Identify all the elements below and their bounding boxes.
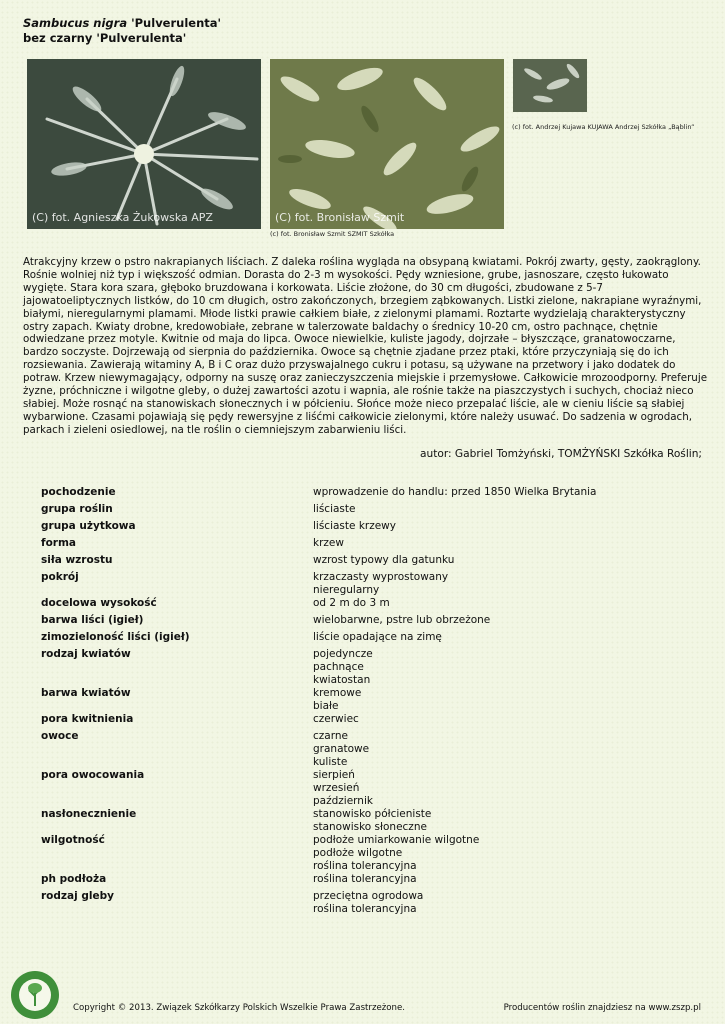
property-row — [41, 614, 661, 631]
property-value-line: czerwiec — [313, 713, 359, 725]
plant-photo-2[interactable] — [270, 59, 504, 229]
property-value-line: liściaste krzewy — [313, 520, 396, 532]
property-key: docelowa wysokość — [41, 597, 157, 609]
property-value-line: wielobarwne, pstre lub obrzeżone — [313, 614, 491, 626]
property-value — [313, 554, 661, 571]
property-row — [41, 890, 661, 916]
property-value-line: pojedyncze — [313, 648, 373, 660]
property-value-line: liście opadające na zimę — [313, 631, 442, 643]
photo-3-caption: (c) fot. Andrzej Kujawa KUJAWA Andrzej Szkółka „Bąblin” — [512, 123, 695, 131]
latin-name-line — [23, 16, 221, 31]
property-value-line: liściaste — [313, 503, 356, 515]
property-value — [313, 687, 661, 713]
properties-table — [41, 486, 661, 916]
property-value — [313, 730, 661, 769]
footer-producers-link[interactable]: Producentów roślin znajdziesz na www.zszp.pl — [503, 1003, 701, 1013]
property-key: pora kwitnienia — [41, 713, 134, 725]
property-row — [41, 537, 661, 554]
polish-name: bez czarny 'Pulverulenta' — [23, 31, 187, 45]
property-value — [313, 890, 661, 916]
property-row — [41, 503, 661, 520]
property-key: siła wzrostu — [41, 554, 113, 566]
property-value — [313, 486, 661, 503]
property-value — [313, 631, 661, 648]
property-value — [313, 873, 661, 890]
property-value-line: nieregularny — [313, 584, 380, 596]
property-value-line: roślina tolerancyjna — [313, 903, 417, 915]
property-key: grupa użytkowa — [41, 520, 136, 532]
photo-2-image — [270, 59, 504, 229]
photo-1-watermark: (C) fot. Agnieszka Żukowska APZ — [32, 211, 213, 224]
property-row — [41, 486, 661, 503]
property-key: rodzaj gleby — [41, 890, 114, 902]
property-key: grupa roślin — [41, 503, 113, 515]
property-value — [313, 597, 661, 614]
property-key: forma — [41, 537, 76, 549]
property-key: nasłonecznienie — [41, 808, 137, 820]
plant-photo-3[interactable] — [513, 59, 587, 112]
property-value-line: roślina tolerancyjna — [313, 860, 417, 872]
property-value — [313, 520, 661, 537]
property-value-line: przeciętna ogrodowa — [313, 890, 424, 902]
property-value-line: stanowisko półcieniste — [313, 808, 432, 820]
photo-3-image — [513, 59, 587, 112]
property-row — [41, 834, 661, 873]
property-value — [313, 713, 661, 730]
property-value-line: pachnące — [313, 661, 364, 673]
property-row — [41, 873, 661, 890]
property-row — [41, 713, 661, 730]
property-value-line: wzrost typowy dla gatunku — [313, 554, 455, 566]
footer-copyright: Copyright © 2013. Związek Szkółkarzy Polskich Wszelkie Prawa Zastrzeżone. — [73, 1003, 405, 1013]
property-value — [313, 808, 661, 834]
property-row — [41, 808, 661, 834]
property-value-line: kuliste — [313, 756, 348, 768]
property-value-line: granatowe — [313, 743, 370, 755]
property-row — [41, 631, 661, 648]
footer — [0, 993, 725, 1024]
property-value — [313, 503, 661, 520]
property-value-line: wprowadzenie do handlu: przed 1850 Wielka Brytania — [313, 486, 597, 498]
property-row — [41, 769, 661, 808]
property-key: barwa liści (igieł) — [41, 614, 144, 626]
property-value-line: kwiatostan — [313, 674, 371, 686]
plant-title — [23, 16, 221, 46]
photo-2-caption: (c) fot. Bronisław Szmit SZMIT Szkółka — [270, 230, 395, 238]
property-key: zimozieloność liści (igieł) — [41, 631, 190, 643]
photo-2-watermark: (C) fot. Bronisław Szmit — [275, 211, 405, 224]
property-row — [41, 687, 661, 713]
plant-photo-1[interactable] — [27, 59, 261, 229]
property-value-line: roślina tolerancyjna — [313, 873, 417, 885]
property-value-line: stanowisko słoneczne — [313, 821, 427, 833]
property-value-line: październik — [313, 795, 373, 807]
property-value-line: białe — [313, 700, 339, 712]
property-row — [41, 597, 661, 614]
property-row — [41, 730, 661, 769]
property-value — [313, 614, 661, 631]
property-key: pochodzenie — [41, 486, 116, 498]
cultivar-name: 'Pulverulenta' — [131, 16, 222, 30]
property-value-line: podłoże wilgotne — [313, 847, 403, 859]
property-value-line: krzaczasty wyprostowany — [313, 571, 449, 583]
latin-name: Sambucus nigra — [23, 16, 128, 30]
property-row — [41, 554, 661, 571]
property-value-line: krzew — [313, 537, 344, 549]
property-key: pora owocowania — [41, 769, 145, 781]
property-value — [313, 537, 661, 554]
property-key: owoce — [41, 730, 79, 742]
property-key: wilgotność — [41, 834, 105, 846]
property-row — [41, 648, 661, 687]
property-value-line: kremowe — [313, 687, 362, 699]
property-value-line: podłoże umiarkowanie wilgotne — [313, 834, 480, 846]
property-key: ph podłoża — [41, 873, 107, 885]
property-value — [313, 648, 661, 687]
property-row — [41, 520, 661, 537]
photo-1-image — [27, 59, 261, 229]
property-value — [313, 571, 661, 597]
property-value — [313, 769, 661, 808]
property-value-line: sierpień — [313, 769, 355, 781]
property-key: barwa kwiatów — [41, 687, 131, 699]
property-value-line: wrzesień — [313, 782, 360, 794]
property-row — [41, 571, 661, 597]
author: autor: Gabriel Tomżyński, TOMŻYŃSKI Szkółka Roślin; — [419, 448, 702, 460]
property-key: rodzaj kwiatów — [41, 648, 131, 660]
plant-description: Atrakcyjny krzew o pstro nakrapianych liściach. Z daleka roślina wygląda na obsypaną kwiatami. Pokrój zwarty, gęsty, zaokrąglony. Rośnie wolniej niż typ i większość odmian. Dorasta do 2-3 m wysokości. Pędy wzniesione, grube, jasnoszare, często łukowato wygięte. Stara kora szara, głęboko bruzdowana i korkowata. Liście złożone, do 30 cm długości, zbudowane z 5-7 jajowatoeliptycznych listków, do 10 cm długich, ostro zakończonych, brzegiem ząbkowanych. Listki zielone, nakrapiane wyraźnymi, białymi, nieregularnymi plamami. Młode listki prawie całkiem białe, z zielonymi plamami. Roztarte wydzielają charakterystyczny ostry zapach. Kwiaty drobne, kredowobiałe, zebrane w talerzowate baldachy o średnicy 10-20 cm, ostro pachnące, chętnie odwiedzane przez motyle. Kwitnie od maja do lipca. Owoce niewielkie, kuliste jagody, dojrzałe – błyszczące, granatowoczarne, bardzo soczyste. Dojrzewają od sierpnia do października. Owoce są chętnie zjadane przez ptaki, które przyczyniają się do ich rozsiewania. Zawierają witaminy A, B i C oraz dużo przyswajalnego cukru i potasu, są używane na przetwory i jako dodatek do potraw. Krzew niewymagający, odporny na suszę oraz zanieczyszczenia miejskie i przemysłowe. Całkowicie mrozoodporny. Preferuje żyzne, próchniczne i wilgotne gleby, o dużej zawartości azotu i wapnia, ale rośnie także na piaszczystych i suchych, chociaż nieco słabiej. Może rosnąć na stanowiskach słonecznych i w półcieniu. Słońce może nieco przepalać liście, ale w cieniu liście są słabiej wybarwione. Czasami pojawiają się pędy rewersyjne z liśćmi całkowicie zielonymi, które należy usuwać. Do sadzenia w ogrodach, parkach i zieleni osiedlowej, na tle roślin o ciemniejszym zabarwieniu liści. — [23, 256, 708, 436]
property-value — [313, 834, 661, 873]
property-value-line: czarne — [313, 730, 348, 742]
property-value-line: od 2 m do 3 m — [313, 597, 390, 609]
property-key: pokrój — [41, 571, 79, 583]
